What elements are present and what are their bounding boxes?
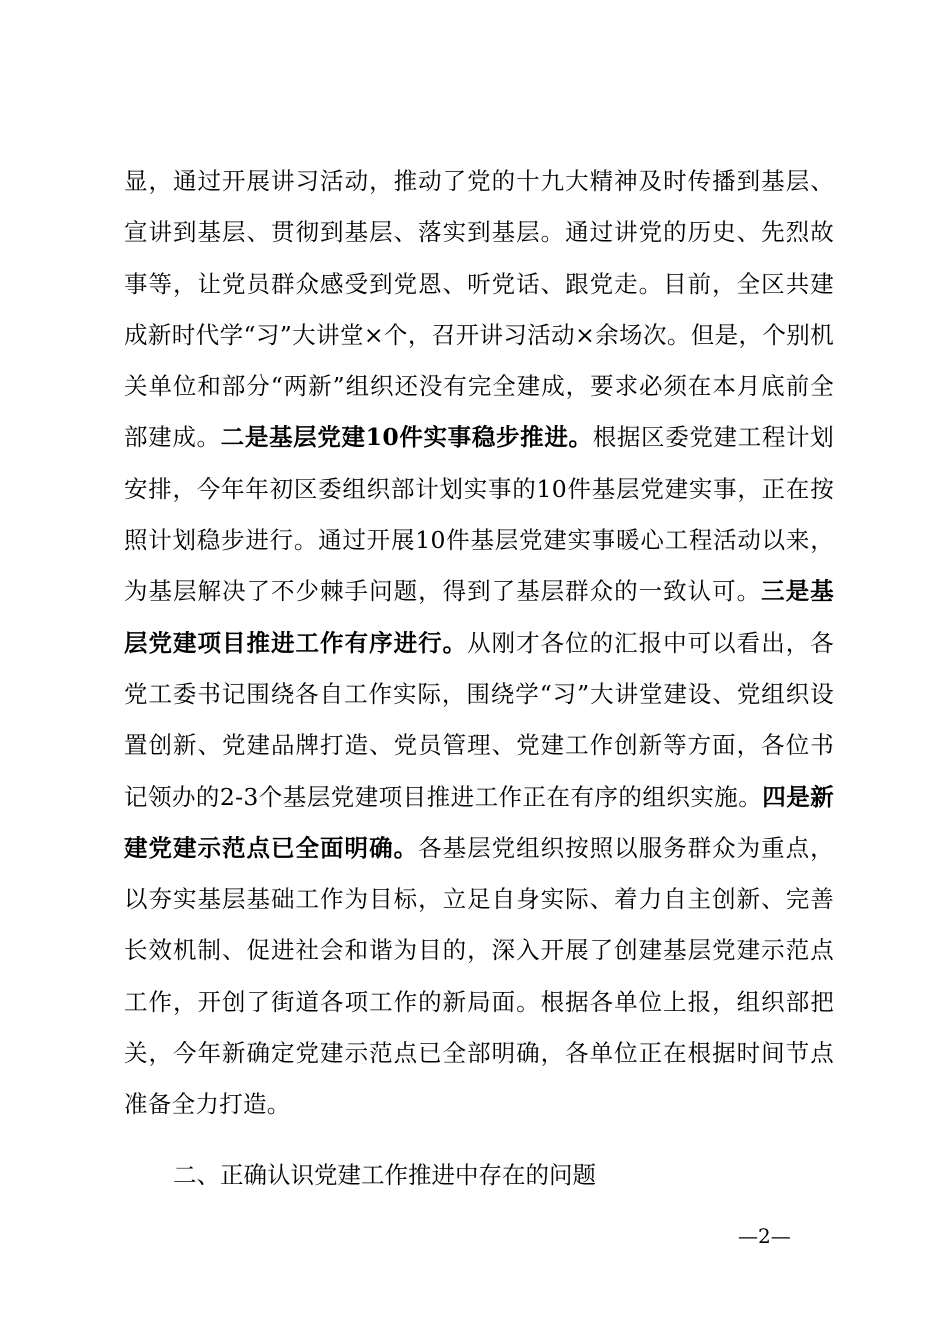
- page-number: —2—: [738, 1224, 791, 1248]
- body-paragraph: [124, 156, 834, 1131]
- text-run: 根据区委党建工程计划安排，今年年初区委组织部计划实事的10件基层党建实事，正在按照计划稳步进行。通过开展10件基层党建实事暖心工程活动以来，为基层解决了不少棘手问题，得到了基层群众的一致认可。: [124, 423, 834, 606]
- bold-text-run: 四是新建党建示范点已全面明确。: [124, 782, 834, 862]
- bold-text-run: 二是基层党建10件实事稳步推进。: [220, 423, 593, 452]
- text-run: 各基层党组织按照以服务群众为重点，以夯实基层基础工作为目标，立足自身实际、着力自主创新、完善长效机制、促进社会和谐为目的，深入开展了创建基层党建示范点工作，开创了街道各项工作的新局面。根据各单位上报，组织部把关，今年新确定党建示范点已全部明确，各单位正在根据时间节点准备全力打造。: [124, 833, 834, 1119]
- bold-text-run: 三是基层党建项目推进工作有序进行。: [124, 577, 834, 657]
- text-run: 从刚才各位的汇报中可以看出，各党工委书记围绕各自工作实际，围绕学“习”大讲堂建设、党组织设置创新、党建品牌打造、党员管理、党建工作创新等方面，各位书记领办的2-3个基层党建项目推进工作正在有序的组织实施。: [124, 628, 835, 811]
- text-run: 显，通过开展讲习活动，推动了党的十九大精神及时传播到基层、宣讲到基层、贯彻到基层、落实到基层。通过讲党的历史、先烈故事等，让党员群众感受到党恩、听党话、跟党走。目前，全区共建成新时代学“习”大讲堂×个，召开讲习活动×余场次。但是，个别机关单位和部分“两新”组织还没有完全建成，要求必须在本月底前全部建成。: [124, 167, 834, 452]
- section-heading: 二、正确认识党建工作推进中存在的问题: [173, 1161, 596, 1189]
